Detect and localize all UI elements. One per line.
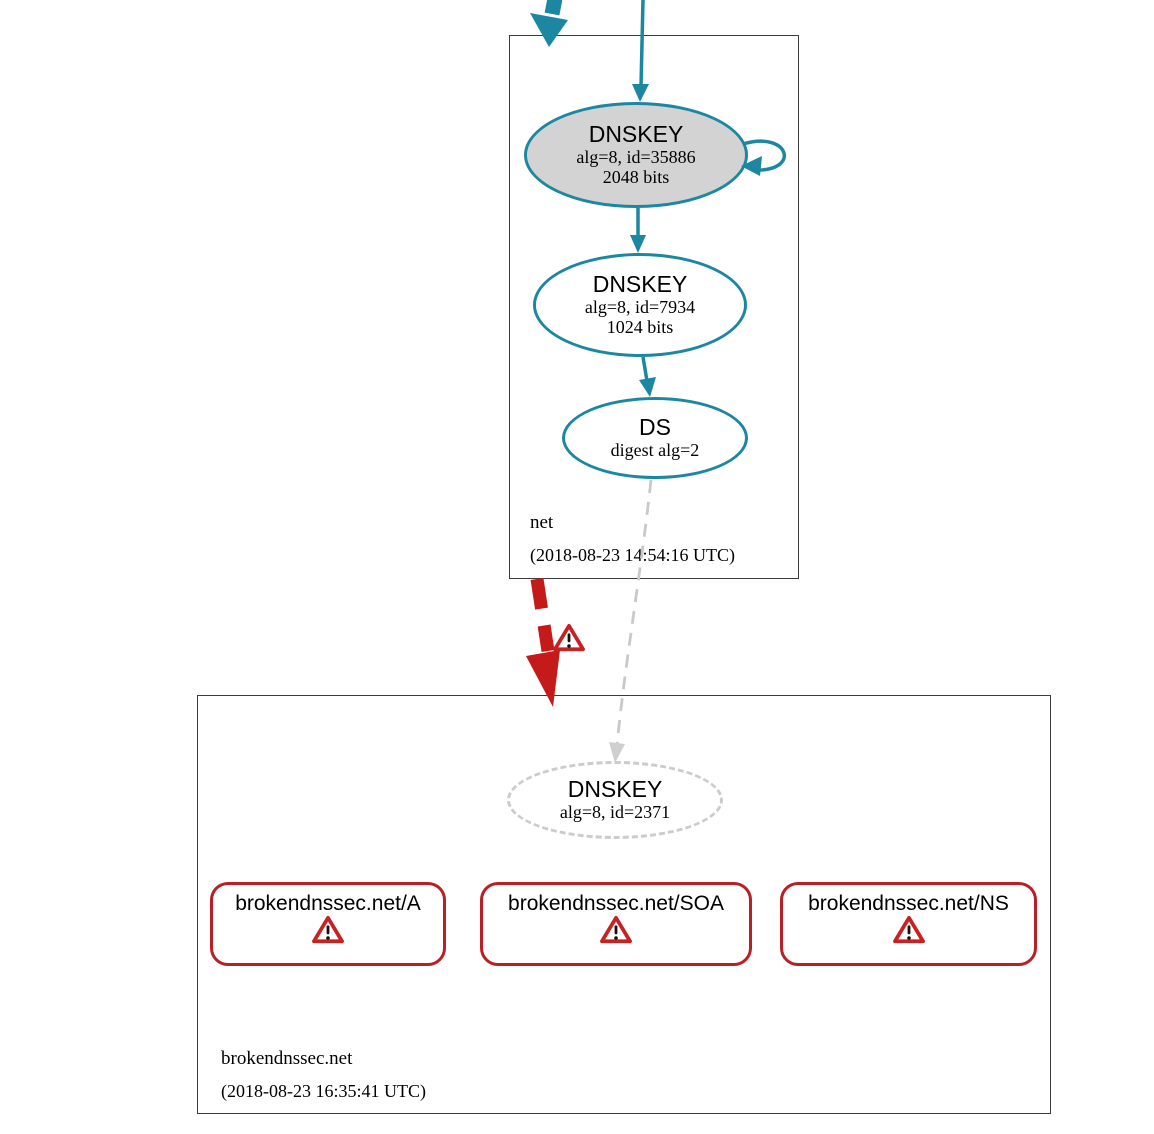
zone-timestamp-brokendnssec: (2018-08-23 16:35:41 UTC) (221, 1081, 426, 1101)
warning-icon (552, 623, 586, 653)
node-title: DNSKEY (567, 776, 663, 803)
zone-timestamp-net: (2018-08-23 14:54:16 UTC) (530, 545, 735, 565)
node-bits: 2048 bits (602, 166, 670, 187)
warning-icon (599, 915, 633, 945)
node-alg: alg=8, id=35886 (576, 146, 696, 167)
node-dnskey-ksk-35886 (524, 102, 748, 208)
warning-icon (311, 915, 345, 945)
node-title: DS (639, 414, 671, 441)
warning-icon (892, 915, 926, 945)
node-dnskey-zsk-7934 (533, 253, 747, 357)
node-alg: alg=8, id=2371 (559, 801, 671, 822)
zone-name-net: net (530, 512, 554, 533)
rrset-brokendnssec-ns (780, 882, 1037, 966)
rrset-label: brokendnssec.net/A (235, 892, 421, 915)
rrset-label: brokendnssec.net/SOA (508, 892, 724, 915)
rrset-brokendnssec-a (210, 882, 446, 966)
node-ds (562, 397, 748, 479)
node-bits: 1024 bits (606, 316, 674, 337)
node-digest: digest alg=2 (610, 439, 700, 460)
node-title: DNSKEY (592, 271, 688, 298)
rrset-label: brokendnssec.net/NS (808, 892, 1009, 915)
zone-name-brokendnssec: brokendnssec.net (221, 1048, 353, 1069)
rrset-brokendnssec-soa (480, 882, 752, 966)
node-title: DNSKEY (588, 121, 684, 148)
node-dnskey-2371 (507, 761, 723, 839)
node-alg: alg=8, id=7934 (584, 296, 696, 317)
